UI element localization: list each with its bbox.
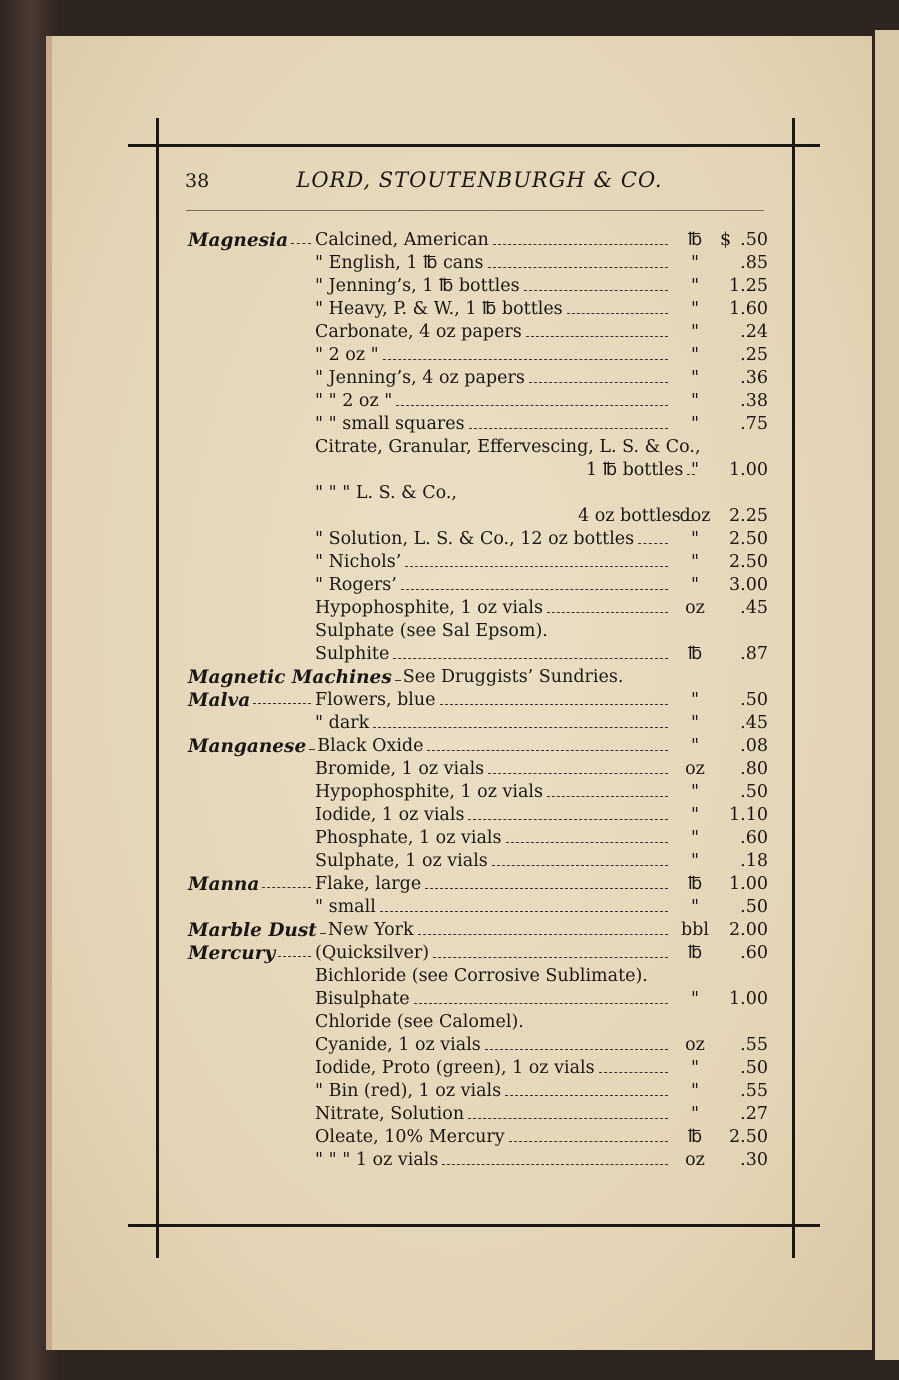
- list-item: [0, 483, 899, 506]
- unit-label: oz: [685, 1035, 705, 1055]
- dot-leader: [373, 726, 668, 728]
- dot-leader: [509, 1140, 668, 1142]
- dot-leader: [427, 749, 668, 751]
- price-value: .30: [740, 1150, 768, 1170]
- price-value: .50: [740, 230, 768, 250]
- price-value: .75: [740, 414, 768, 434]
- price-value: .87: [740, 644, 768, 664]
- entry-heading: Malva: [188, 690, 251, 711]
- list-item: [0, 644, 899, 667]
- entry-description: [315, 529, 672, 549]
- unit-label: ": [690, 897, 700, 917]
- description-text: Iodide, 1 oz vials: [315, 805, 465, 825]
- unit-label: ℔: [687, 644, 703, 664]
- entry-description: [315, 759, 672, 779]
- price-value: .60: [740, 943, 768, 963]
- heading-leader: [262, 886, 311, 888]
- unit-label: ": [690, 276, 700, 296]
- dot-leader: [380, 910, 668, 912]
- price-value: .45: [740, 713, 768, 733]
- price-value: .25: [740, 345, 768, 365]
- price-value: .36: [740, 368, 768, 388]
- unit-label: ": [690, 414, 700, 434]
- dot-leader: [488, 772, 668, 774]
- unit-label: ℔: [687, 874, 703, 894]
- frame-bottom-rule: [128, 1224, 820, 1227]
- price-list: [0, 230, 899, 1173]
- heading-leader: [291, 242, 311, 244]
- price-value: .50: [740, 1058, 768, 1078]
- entry-description: [315, 1012, 524, 1032]
- description-text: See Druggists’ Sundries.: [402, 667, 624, 687]
- dot-leader: [493, 243, 668, 245]
- dot-leader: [485, 1048, 668, 1050]
- entry-description: [315, 322, 672, 342]
- description-text: " Nichols’: [315, 552, 402, 572]
- price-value: .45: [740, 598, 768, 618]
- price-value: 2.50: [729, 1127, 768, 1147]
- dot-leader: [418, 933, 668, 935]
- price-value: .80: [740, 759, 768, 779]
- list-item: [0, 598, 899, 621]
- description-text: " 2 oz ": [315, 345, 379, 365]
- description-text: Calcined, American: [315, 230, 489, 250]
- list-item: [0, 966, 899, 989]
- entry-description: [315, 1081, 672, 1101]
- entry-description: [315, 621, 548, 641]
- description-text: " English, 1 ℔ cans: [315, 253, 484, 273]
- unit-label: ": [690, 1104, 700, 1124]
- list-item: [0, 782, 899, 805]
- price-value: .18: [740, 851, 768, 871]
- dot-leader: [599, 1071, 668, 1073]
- dot-leader: [393, 657, 668, 659]
- list-item: [0, 414, 899, 437]
- entry-description: [315, 1127, 672, 1147]
- entry-heading: Magnetic Machines: [188, 667, 392, 688]
- entry-description: [315, 437, 701, 457]
- unit-label: ": [690, 1081, 700, 1101]
- list-item: [0, 805, 899, 828]
- entry-description: [317, 736, 672, 756]
- heading-leader: [309, 748, 315, 750]
- entry-description: [328, 920, 672, 940]
- list-item: [0, 851, 899, 874]
- entry-heading: Manganese: [188, 736, 307, 757]
- description-text: Bichloride (see Corrosive Sublimate).: [315, 966, 648, 986]
- list-item: [0, 368, 899, 391]
- dot-leader: [414, 1002, 668, 1004]
- dollar-sign: $: [720, 230, 732, 250]
- price-value: .24: [740, 322, 768, 342]
- unit-label: ": [690, 713, 700, 733]
- dot-leader: [488, 266, 669, 268]
- entry-description: [315, 690, 672, 710]
- unit-label: ": [690, 391, 700, 411]
- dot-leader: [547, 795, 668, 797]
- entry-description: [315, 713, 672, 733]
- dot-leader: [567, 312, 668, 314]
- unit-label: ": [690, 805, 700, 825]
- price-value: .50: [740, 690, 768, 710]
- description-text: " Bin (red), 1 oz vials: [315, 1081, 502, 1101]
- unit-label: oz: [685, 759, 705, 779]
- list-item: [0, 345, 899, 368]
- dot-leader: [440, 703, 668, 705]
- description-text: " " " L. S. & Co.,: [315, 483, 457, 503]
- dot-leader: [442, 1163, 668, 1165]
- entry-description: [315, 391, 672, 411]
- entry-description: [315, 345, 672, 365]
- list-item: [0, 874, 899, 897]
- entry-description: [315, 276, 672, 296]
- entry-description: [315, 828, 672, 848]
- entry-description: [315, 230, 672, 250]
- dot-leader: [638, 542, 668, 544]
- entry-description: [315, 1104, 672, 1124]
- list-item: [0, 759, 899, 782]
- list-item: [0, 276, 899, 299]
- unit-label: ": [690, 690, 700, 710]
- dot-leader: [529, 381, 668, 383]
- entry-description: [315, 483, 457, 503]
- description-text: Bromide, 1 oz vials: [315, 759, 485, 779]
- entry-description: [315, 253, 672, 273]
- entry-heading: Mercury: [188, 943, 276, 964]
- entry-description: [315, 414, 672, 434]
- unit-label: ": [690, 368, 700, 388]
- dot-leader: [433, 956, 668, 958]
- unit-label: doz: [679, 506, 711, 526]
- price-value: .55: [740, 1035, 768, 1055]
- description-text: Citrate, Granular, Effervescing, L. S. & Co.,: [315, 437, 701, 457]
- dot-leader: [526, 335, 668, 337]
- unit-label: ": [690, 322, 700, 342]
- description-text: Flowers, blue: [315, 690, 436, 710]
- price-value: .50: [740, 782, 768, 802]
- description-text: " Jenning’s, 1 ℔ bottles: [315, 276, 520, 296]
- heading-leader: [278, 955, 311, 957]
- price-value: 1.00: [729, 460, 768, 480]
- list-item: [0, 552, 899, 575]
- list-item: [0, 621, 899, 644]
- entry-description: [315, 575, 672, 595]
- entry-description: [315, 598, 672, 618]
- unit-label: ": [690, 529, 700, 549]
- description-text: Bisulphate: [315, 989, 410, 1009]
- dot-leader: [401, 588, 668, 590]
- description-text: 1 ℔ bottles: [586, 460, 684, 480]
- entry-description: [403, 667, 624, 687]
- unit-label: ": [690, 989, 700, 1009]
- list-item: [0, 943, 899, 966]
- description-text: Cyanide, 1 oz vials: [315, 1035, 481, 1055]
- entry-heading: Manna: [188, 874, 260, 895]
- unit-label: ": [690, 1058, 700, 1078]
- unit-label: ": [690, 828, 700, 848]
- dot-leader: [396, 404, 668, 406]
- page-number: 38: [185, 170, 210, 192]
- description-text: Sulphate, 1 oz vials: [315, 851, 488, 871]
- dot-leader: [506, 841, 669, 843]
- unit-label: ": [690, 345, 700, 365]
- running-head: [0, 168, 899, 192]
- unit-label: ": [690, 851, 700, 871]
- list-item: [0, 575, 899, 598]
- unit-label: ℔: [687, 230, 703, 250]
- price-value: .55: [740, 1081, 768, 1101]
- entry-description: [315, 1058, 672, 1078]
- entry-heading: Magnesia: [188, 230, 289, 251]
- dot-leader: [405, 565, 668, 567]
- list-item: [0, 897, 899, 920]
- header-underline: [186, 210, 764, 211]
- list-item: [0, 667, 899, 690]
- description-text: Hypophosphite, 1 oz vials: [315, 598, 543, 618]
- frame-top-rule: [128, 144, 820, 147]
- price-value: 3.00: [729, 575, 768, 595]
- description-text: Sulphite: [315, 644, 390, 664]
- heading-leader: [253, 702, 311, 704]
- description-text: Hypophosphite, 1 oz vials: [315, 782, 543, 802]
- description-text: 4 oz bottles: [578, 506, 681, 526]
- price-value: 1.60: [729, 299, 768, 319]
- unit-label: ": [690, 253, 700, 273]
- unit-label: ": [690, 552, 700, 572]
- price-value: 1.00: [729, 874, 768, 894]
- dot-leader: [468, 818, 668, 820]
- dot-leader: [505, 1094, 668, 1096]
- entry-description: [315, 782, 672, 802]
- entry-description: [315, 805, 672, 825]
- description-text: Carbonate, 4 oz papers: [315, 322, 522, 342]
- price-value: 1.10: [729, 805, 768, 825]
- price-value: .27: [740, 1104, 768, 1124]
- entry-description: [315, 299, 672, 319]
- price-value: .60: [740, 828, 768, 848]
- description-text: Sulphate (see Sal Epsom).: [315, 621, 548, 641]
- description-text: " Heavy, P. & W., 1 ℔ bottles: [315, 299, 563, 319]
- price-value: 2.50: [729, 552, 768, 572]
- entry-description: [315, 989, 672, 1009]
- description-text: Flake, large: [315, 874, 422, 894]
- unit-label: ": [690, 736, 700, 756]
- description-text: " " 2 oz ": [315, 391, 393, 411]
- unit-label: oz: [685, 598, 705, 618]
- price-value: .50: [740, 897, 768, 917]
- dot-leader: [492, 864, 668, 866]
- list-item: [0, 1058, 899, 1081]
- list-item: [0, 989, 899, 1012]
- unit-label: ℔: [687, 1127, 703, 1147]
- entry-description: [315, 851, 672, 871]
- unit-label: ": [690, 299, 700, 319]
- heading-leader: [395, 679, 401, 681]
- entry-description: [315, 368, 672, 388]
- unit-label: ": [690, 575, 700, 595]
- entry-description: [315, 943, 672, 963]
- list-item: [0, 460, 899, 483]
- list-item: [0, 299, 899, 322]
- unit-label: bbl: [680, 920, 709, 940]
- description-text: New York: [327, 920, 414, 940]
- unit-label: ℔: [687, 943, 703, 963]
- entry-description: [315, 966, 648, 986]
- list-item: [0, 322, 899, 345]
- dot-leader: [469, 427, 668, 429]
- list-item: [0, 391, 899, 414]
- price-value: 2.00: [729, 920, 768, 940]
- description-text: Phosphate, 1 oz vials: [315, 828, 502, 848]
- description-text: Chloride (see Calomel).: [315, 1012, 524, 1032]
- entry-description: [315, 897, 672, 917]
- price-value: 1.25: [729, 276, 768, 296]
- dot-leader: [547, 611, 668, 613]
- dot-leader: [524, 289, 668, 291]
- description-text: " " small squares: [315, 414, 465, 434]
- list-item: [0, 1127, 899, 1150]
- list-item: [0, 1081, 899, 1104]
- dot-leader: [425, 887, 668, 889]
- entry-heading: Marble Dust: [188, 920, 317, 941]
- list-item: [0, 828, 899, 851]
- list-item: [0, 529, 899, 552]
- entry-description: [315, 552, 672, 572]
- price-value: 1.00: [729, 989, 768, 1009]
- price-value: .85: [740, 253, 768, 273]
- description-text: " small: [315, 897, 376, 917]
- entry-description: [578, 506, 681, 526]
- entry-description: [315, 1150, 672, 1170]
- list-item: [0, 230, 899, 253]
- price-value: 2.50: [729, 529, 768, 549]
- list-item: [0, 506, 899, 529]
- description-text: " dark: [315, 713, 370, 733]
- price-value: .38: [740, 391, 768, 411]
- description-text: Oleate, 10% Mercury: [315, 1127, 505, 1147]
- entry-description: [315, 874, 672, 894]
- description-text: (Quicksilver): [315, 943, 430, 963]
- description-text: " Rogers’: [315, 575, 397, 595]
- list-item: [0, 1104, 899, 1127]
- list-item: [0, 1035, 899, 1058]
- price-value: .08: [740, 736, 768, 756]
- description-text: Black Oxide: [317, 736, 424, 756]
- entry-description: [315, 1035, 672, 1055]
- price-value: 2.25: [729, 506, 768, 526]
- description-text: " Solution, L. S. & Co., 12 oz bottles: [315, 529, 635, 549]
- unit-label: ": [690, 782, 700, 802]
- list-item: [0, 1150, 899, 1173]
- description-text: " " " 1 oz vials: [315, 1150, 439, 1170]
- list-item: [0, 736, 899, 759]
- heading-leader: [320, 932, 326, 934]
- list-item: [0, 920, 899, 943]
- entry-description: [586, 460, 684, 480]
- list-item: [0, 713, 899, 736]
- dot-leader: [468, 1117, 668, 1119]
- list-item: [0, 253, 899, 276]
- entry-description: [315, 644, 672, 664]
- running-head-text: LORD, STOUTENBURGH & CO.: [296, 168, 663, 192]
- description-text: Iodide, Proto (green), 1 oz vials: [315, 1058, 595, 1078]
- list-item: [0, 1012, 899, 1035]
- list-item: [0, 690, 899, 713]
- dot-leader: [383, 358, 668, 360]
- description-text: " Jenning’s, 4 oz papers: [315, 368, 525, 388]
- unit-label: oz: [685, 1150, 705, 1170]
- list-item: [0, 437, 899, 460]
- unit-label: ": [690, 460, 700, 480]
- description-text: Nitrate, Solution: [315, 1104, 465, 1124]
